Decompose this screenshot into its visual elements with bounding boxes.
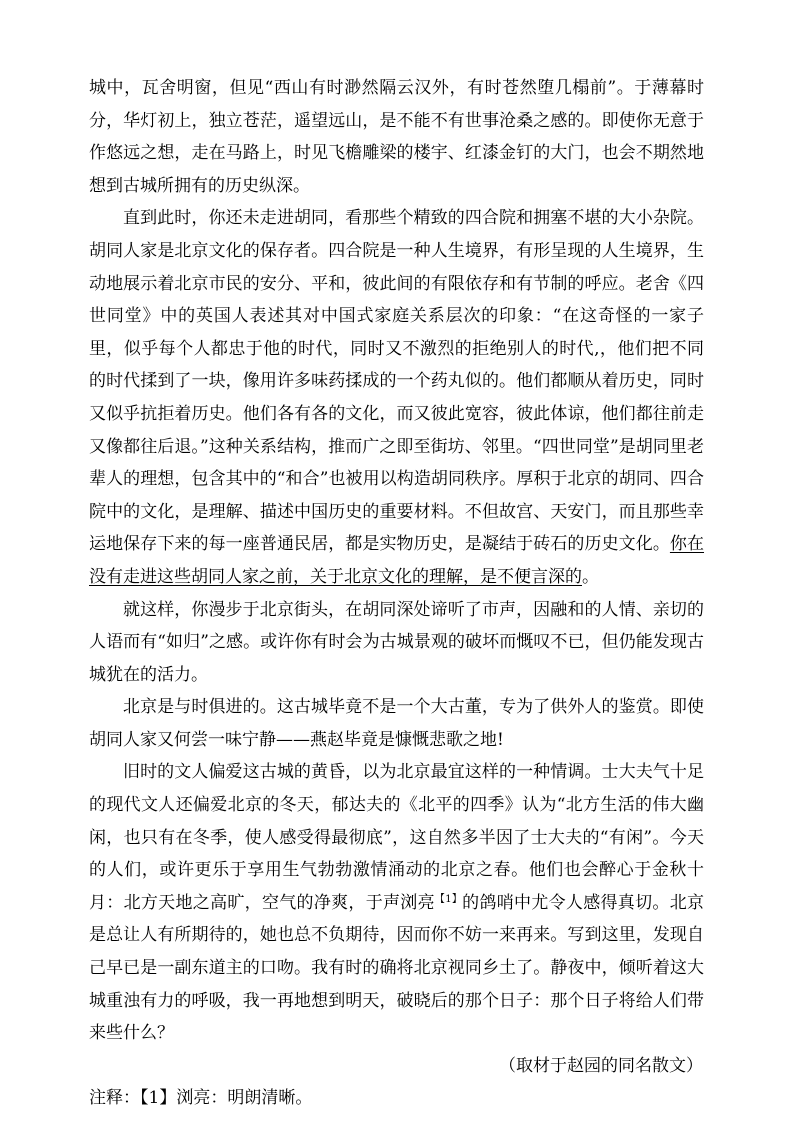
footnote-ref-1: 【1】 xyxy=(434,893,463,905)
underlined-sentence: 你在没有走进这些胡同人家之前，关于北京文化的理解，是不便言深的 xyxy=(89,534,705,587)
paragraph-4: 北京是与时俱进的。这古城毕竟不是一个大古董，专为了供外人的鉴赏。即使胡同人家又何尝一味宁静——燕赵毕竟是慷慨悲歌之地! xyxy=(89,697,704,750)
paragraph-2 xyxy=(89,202,704,593)
footnote: 注释：【1】浏亮：明朗清晰。 xyxy=(89,1088,313,1109)
paragraph-5-text-b: 的鸽哨中尤令人感得真切。北京是总让人有所期待的，她也总不负期待，因而你不妨一来再来。写到这里，发现自己早已是一副东道主的口吻。我有时的确将北京视同乡土了。静夜中，倾听着这大城重浊有力的呼吸，我一再地想到明天，破晓后的那个日子：那个日子将给人们带来些什么？ xyxy=(89,892,704,1044)
paragraph-5 xyxy=(89,756,704,1049)
paragraph-1: 城中，瓦舍明窗，但见“西山有时渺然隔云汉外，有时苍然堕几榻前”。于薄幕时分，华灯初上，独立苍茫，遥望远山，是不能不有世事沧桑之感的。即使你无意于作悠远之想，走在马路上，时见飞檐雕梁的楼宇、红漆金钉的大门，也会不期然地想到古城所拥有的历史纵深。 xyxy=(89,78,704,196)
source-attribution: （取材于赵园的同名散文） xyxy=(499,1055,703,1076)
paragraph-2-end: 。 xyxy=(582,566,599,587)
paragraph-3: 就这样，你漫步于北京街头，在胡同深处谛听了市声，因融和的人情、亲切的人语而有“如归”之感。或许你有时会为古城景观的破坏而慨叹不已，但仍能发现古城犹在的活力。 xyxy=(89,599,704,685)
paragraph-5-text-a: 旧时的文人偏爱这古城的黄昏，以为北京最宜这样的一种情调。士大夫气十足的现代文人还偏爱北京的冬天，郁达夫的《北平的四季》认为“北方生活的伟大幽闲，也只有在冬季，使人感受得最彻底”，这自然多半因了士大夫的“有闲”。今天的人们，或许更乐于享用生气勃勃激情涌动的北京之春。他们也会醉心于金秋十月：北方天地之高旷，空气的净爽，于声浏亮 xyxy=(89,762,704,913)
document-page xyxy=(89,72,704,1115)
paragraph-2-text: 直到此时，你还未走进胡同，看那些个精致的四合院和拥塞不堪的大小杂院。胡同人家是北京文化的保存者。四合院是一种人生境界，有形呈现的人生境界，生动地展示着北京市民的安分、平和，彼此间的有限依存和有节制的呼应。老舍《四世同堂》中的英国人表述其对中国式家庭关系层次的印象：“在这奇怪的一家子里，似乎每个人都忠于他的时代，同时又不激烈的拒绝别人的时代,，他们把不同的时代揉到了一块，像用许多味药揉成的一个药丸似的。他们都顺从着历史，同时又似乎抗拒着历史。他们各有各的文化，而又彼此宽容，彼此体谅，他们都往前走又像都往后退。”这种关系结构，推而广之即至街坊、邻里。“四世同堂”是胡同里老辈人的理想，包含其中的“和合”也被用以构造胡同秩序。厚积于北京的胡同、四合院中的文化，是理解、描述中国历史的重要材料。不但故宫、天安门，而且那些幸运地保存下来的每一座普通民居，都是实物历史，是凝结于砖石的历史文化。 xyxy=(89,208,704,555)
